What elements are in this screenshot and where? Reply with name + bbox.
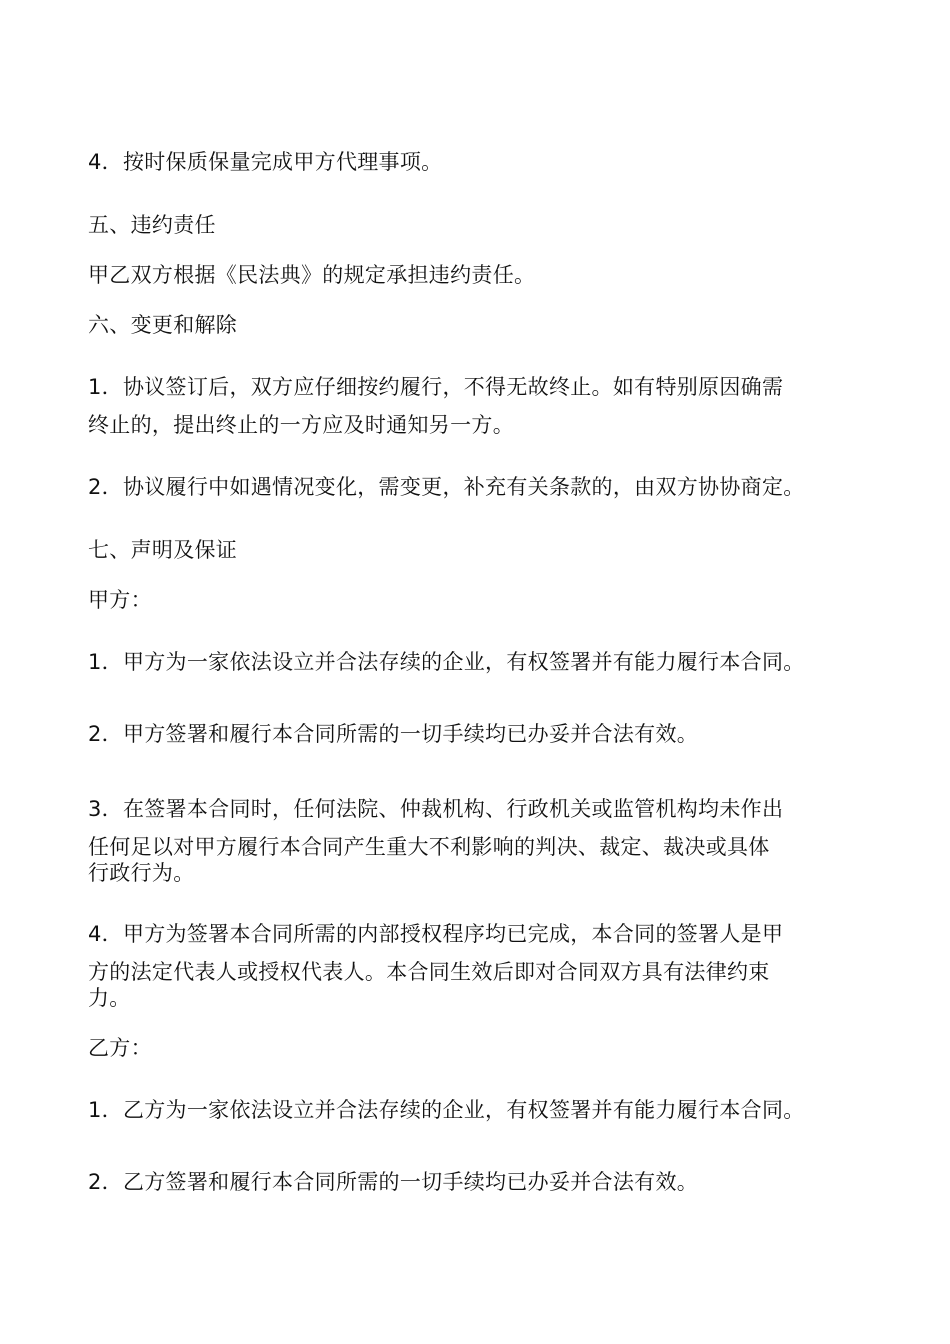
party-b-label: 乙方：: [88, 1036, 152, 1060]
party-a-clause-3-line-2: 任何足以对甲方履行本合同产生重大不利影响的判决、裁定、裁决或具体: [88, 835, 770, 859]
party-a-clause-4-line-2: 方的法定代表人或授权代表人。本合同生效后即对合同双方具有法律约束: [88, 960, 770, 984]
section-5-text: 甲乙双方根据《民法典》的规定承担违约责任。: [88, 263, 536, 287]
party-a-clause-4-line-1: 4．甲方为签署本合同所需的内部授权程序均已完成，本合同的签署人是甲: [88, 922, 784, 946]
section-5-heading: 五、违约责任: [88, 213, 216, 237]
party-a-clause-2: 2．甲方签署和履行本合同所需的一切手续均已办妥并合法有效。: [88, 722, 699, 746]
party-a-clause-3-line-3: 行政行为。: [88, 861, 195, 885]
party-a-clause-1: 1．甲方为一家依法设立并合法存续的企业，有权签署并有能力履行本合同。: [88, 650, 805, 674]
section-7-heading: 七、声明及保证: [88, 538, 238, 562]
section-6-clause-2: 2．协议履行中如遇情况变化，需变更，补充有关条款的，由双方协协商定。: [88, 475, 805, 499]
party-a-clause-3-line-1: 3．在签署本合同时，任何法院、仲裁机构、行政机关或监管机构均未作出: [88, 797, 784, 821]
party-b-clause-1: 1．乙方为一家依法设立并合法存续的企业，有权签署并有能力履行本合同。: [88, 1098, 805, 1122]
section-6-clause-1-line-1: 1．协议签订后，双方应仔细按约履行，不得无故终止。如有特别原因确需: [88, 375, 784, 399]
section-6-heading: 六、变更和解除: [88, 313, 238, 337]
section-6-clause-1-line-2: 终止的，提出终止的一方应及时通知另一方。: [88, 413, 514, 437]
party-a-clause-4-line-3: 力。: [88, 986, 131, 1010]
party-a-label: 甲方：: [88, 588, 152, 612]
party-b-clause-2: 2．乙方签署和履行本合同所需的一切手续均已办妥并合法有效。: [88, 1170, 699, 1194]
clause-4-text: 4．按时保质保量完成甲方代理事项。: [88, 150, 443, 174]
